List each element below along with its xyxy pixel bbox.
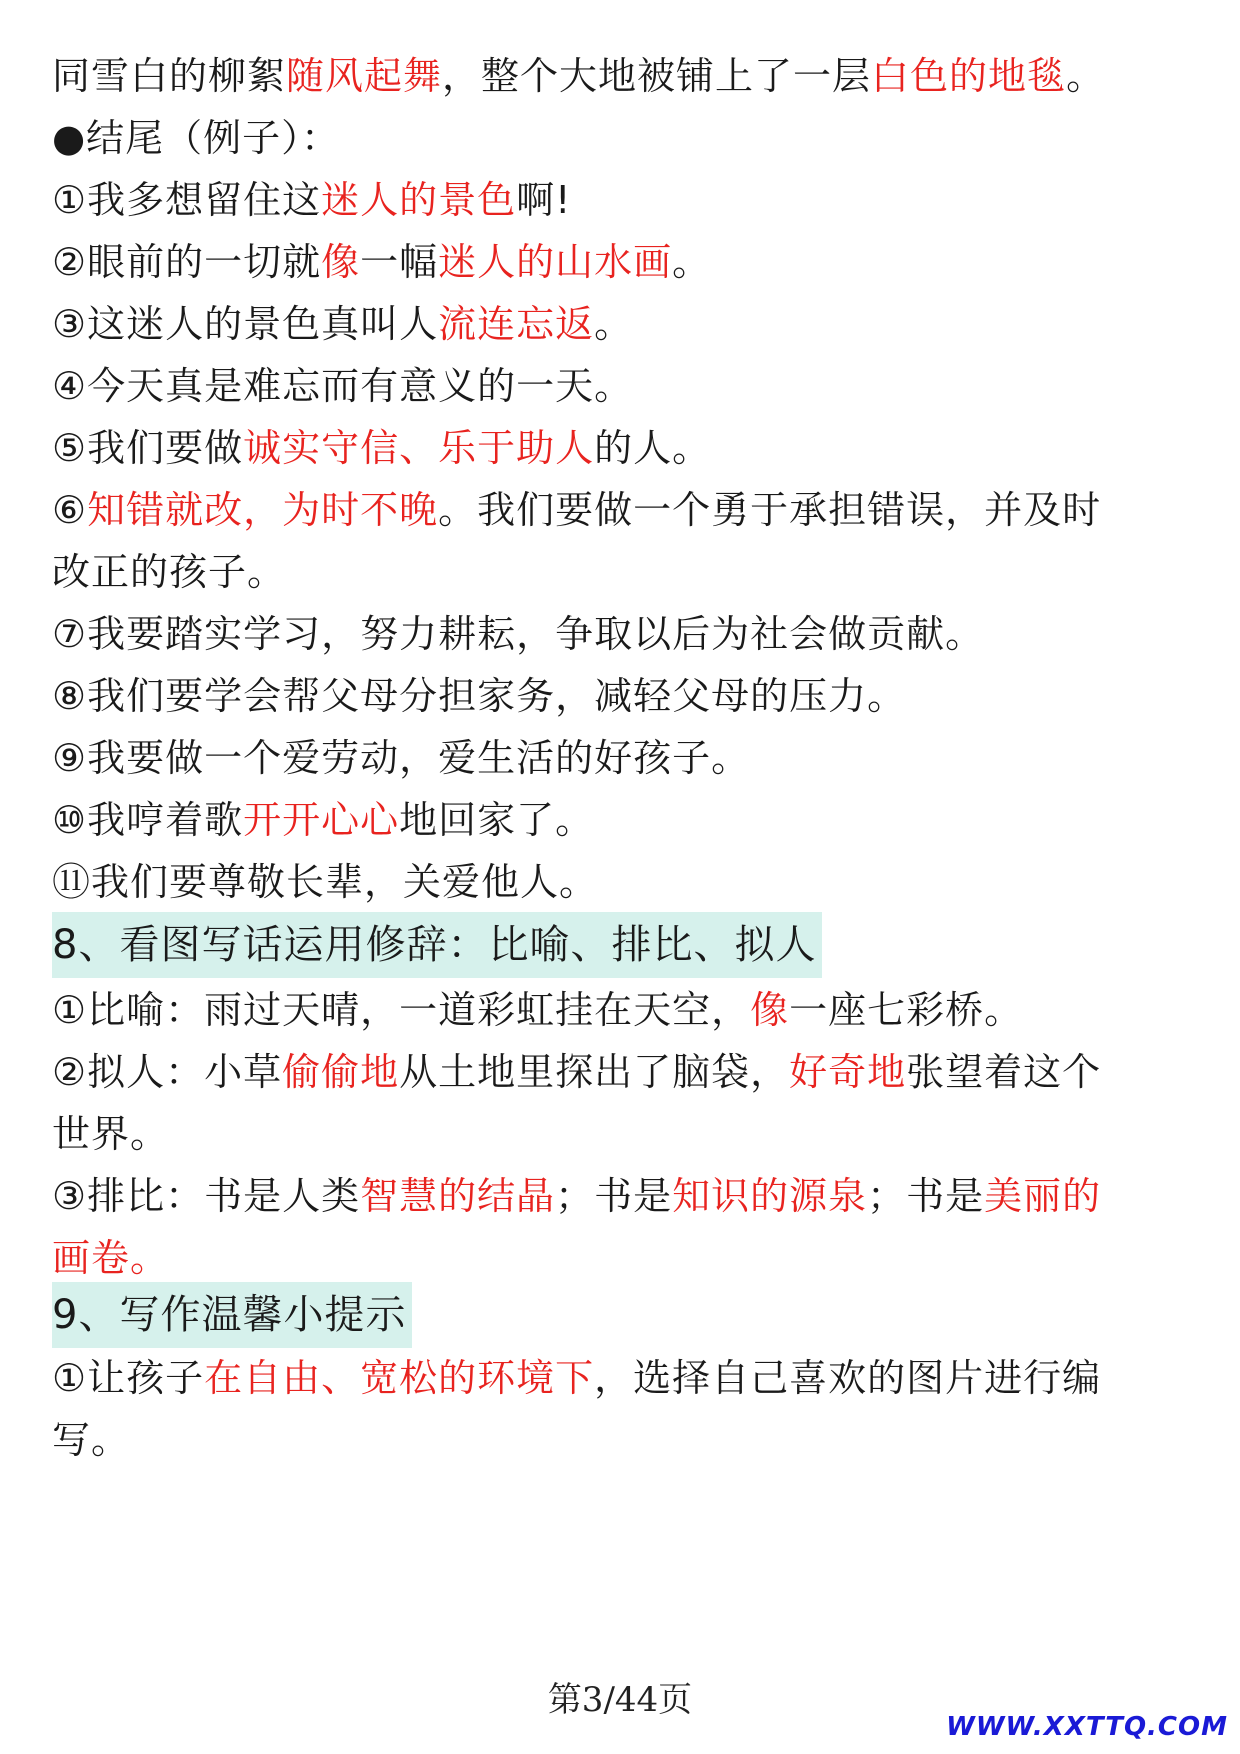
text: ；书是 — [867, 1174, 985, 1218]
text-line-2 — [52, 104, 1200, 172]
site-watermark: WWW.XXTTQ.COM — [946, 1712, 1228, 1742]
text: 的人。 — [594, 426, 712, 470]
highlight-text: 诚实守信、乐于助人 — [243, 426, 595, 470]
text-line-16 — [52, 1038, 1200, 1106]
highlight-text: 在自由、宽松的环境下 — [204, 1356, 595, 1400]
text: 张望着这个 — [906, 1050, 1102, 1094]
text-line-12 — [52, 724, 1200, 792]
text-line-3 — [52, 166, 1200, 234]
highlight-text: 流连忘返 — [438, 302, 595, 346]
subheading: ●结尾（例子）： — [52, 116, 341, 160]
text: ⑤我们要做 — [52, 426, 244, 470]
text: 。 — [672, 240, 712, 284]
text-line-13 — [52, 786, 1200, 854]
text: ③这迷人的景色真叫人 — [52, 302, 439, 346]
highlight-text: 像 — [321, 240, 361, 284]
text: ①比喻：雨过天晴，一道彩虹挂在天空， — [52, 988, 751, 1032]
highlight-text: 随风起舞 — [286, 54, 443, 98]
highlight-text: 知识的源泉 — [672, 1174, 868, 1218]
text-line-8 — [52, 476, 1200, 544]
text: 一幅 — [360, 240, 439, 284]
text: ③排比：书是人类 — [52, 1174, 361, 1218]
text: 改正的孩子。 — [52, 550, 287, 594]
text: ②拟人：小草 — [52, 1050, 283, 1094]
text-line-9 — [52, 538, 1200, 606]
text: ，整个大地被铺上了一层 — [442, 54, 872, 98]
page-number: 第3/44页 — [547, 1680, 693, 1720]
text-line-15 — [52, 976, 1200, 1044]
text: ⑥ — [52, 488, 88, 532]
text: 世界。 — [52, 1112, 170, 1156]
text-line-17 — [52, 1100, 1200, 1168]
text: ⑧我们要学会帮父母分担家务，减轻父母的压力。 — [52, 674, 907, 718]
text-line-14 — [52, 848, 1200, 916]
text: ，选择自己喜欢的图片进行编 — [594, 1356, 1102, 1400]
text-line-1 — [52, 42, 1200, 110]
text-line-21 — [52, 1406, 1200, 1474]
text-line-11 — [52, 662, 1200, 730]
text: ①我多想留住这 — [52, 178, 322, 222]
text-line-6 — [52, 352, 1200, 420]
highlight-text: 迷人的山水画 — [438, 240, 673, 284]
text: 写。 — [52, 1418, 131, 1462]
text: 同雪白的柳絮 — [52, 54, 287, 98]
text: ；书是 — [555, 1174, 673, 1218]
highlight-text: 知错就改，为时不晚 — [87, 488, 439, 532]
section-heading-9: 9、写作温馨小提示 — [52, 1282, 412, 1348]
highlight-text: 像 — [750, 988, 790, 1032]
highlight-text: 画卷。 — [52, 1236, 170, 1280]
highlight-text: 美丽的 — [984, 1174, 1102, 1218]
text-line-5 — [52, 290, 1200, 358]
text-line-18 — [52, 1162, 1200, 1230]
highlight-text: 白色的地毯 — [871, 54, 1067, 98]
text: ⑪我们要尊敬长辈，关爱他人。 — [52, 860, 599, 904]
highlight-text: 偷偷地 — [282, 1050, 400, 1094]
text-line-4 — [52, 228, 1200, 296]
highlight-text: 迷人的景色 — [321, 178, 517, 222]
text: 。 — [1066, 54, 1106, 98]
text: 啊! — [516, 178, 572, 222]
text: ①让孩子 — [52, 1356, 205, 1400]
highlight-text: 好奇地 — [789, 1050, 907, 1094]
section-heading-8: 8、看图写话运用修辞：比喻、排比、拟人 — [52, 912, 822, 978]
highlight-text: 智慧的结晶 — [360, 1174, 556, 1218]
text: ⑨我要做一个爱劳动，爱生活的好孩子。 — [52, 736, 751, 780]
text: 从土地里探出了脑袋， — [399, 1050, 790, 1094]
text: ⑩我哼着歌 — [52, 798, 244, 842]
text: 。我们要做一个勇于承担错误，并及时 — [438, 488, 1102, 532]
text-line-7 — [52, 414, 1200, 482]
text: 一座七彩桥。 — [789, 988, 1024, 1032]
text: 。 — [594, 302, 634, 346]
text: ④今天真是难忘而有意义的一天。 — [52, 364, 634, 408]
text: 地回家了。 — [399, 798, 595, 842]
text-line-20 — [52, 1344, 1200, 1412]
text: ⑦我要踏实学习，努力耕耘，争取以后为社会做贡献。 — [52, 612, 985, 656]
text-line-10 — [52, 600, 1200, 668]
highlight-text: 开开心心 — [243, 798, 400, 842]
text: ②眼前的一切就 — [52, 240, 322, 284]
